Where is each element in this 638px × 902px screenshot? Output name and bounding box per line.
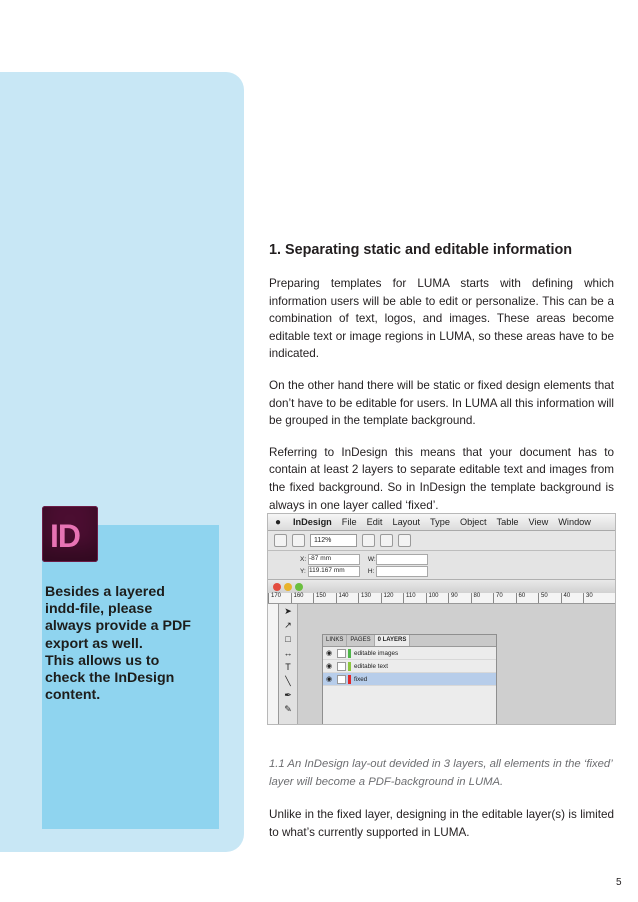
indesign-screenshot (267, 513, 616, 725)
pencil-tool-icon[interactable]: ✎ (284, 704, 292, 714)
paragraph-2: On the other hand there will be static or fixed design elements that don’t have to be editable for users. In LUMA all this information will be grouped in the template background. (269, 378, 614, 428)
layer-row[interactable] (323, 647, 496, 660)
closing-paragraph: Unlike in the fixed layer, designing in the editable layer(s) is limited to what’s currently supported in LUMA. (269, 807, 614, 839)
apple-icon: ● (274, 516, 282, 528)
gap-tool-icon[interactable]: ↔ (283, 648, 293, 658)
vertical-ruler (268, 604, 279, 724)
tab-layers[interactable]: 0 LAYERS (375, 635, 411, 646)
y-coordinate (300, 566, 428, 577)
w-label: W: (367, 556, 376, 564)
view-options-button[interactable] (362, 534, 375, 547)
pen-tool-icon[interactable]: ✒ (284, 690, 292, 700)
menu-type[interactable]: Type (430, 517, 450, 527)
page-tool-icon[interactable]: □ (285, 634, 291, 644)
bridge-button[interactable] (274, 534, 287, 547)
y-field[interactable]: 119.167 mm (308, 566, 360, 577)
w-field[interactable] (376, 554, 428, 565)
x-field[interactable]: -87 mm (308, 554, 360, 565)
lock-toggle[interactable] (337, 662, 346, 671)
horizontal-ruler (268, 593, 615, 604)
ruler-tick: 30 (583, 593, 606, 603)
direct-selection-tool-icon[interactable]: ↗ (284, 620, 292, 630)
h-field[interactable] (376, 566, 428, 577)
layer-name: editable text (354, 662, 388, 670)
zoom-icon[interactable] (295, 583, 303, 591)
layer-row[interactable] (323, 660, 496, 673)
selection-tool-icon[interactable]: ➤ (284, 606, 292, 616)
section-title: 1. Separating static and editable information (269, 242, 573, 258)
minimize-icon[interactable] (284, 583, 292, 591)
paragraph-3: Referring to InDesign this means that your document has to contain at least 2 layers to separate editable text and images from the fixed background. So in InDesign the template background is always in one layer called ‘fixed’. (269, 445, 614, 512)
control-panel (268, 551, 615, 580)
ruler-tick: 140 (336, 593, 359, 603)
x-label: X: (300, 556, 307, 564)
menu-edit[interactable]: Edit (366, 517, 383, 527)
layer-name: fixed (354, 675, 368, 683)
paragraph-1: Preparing templates for LUMA starts with defining which information users will be able to edit or personalize. This can be a combination of text, logos, and images. These areas become editable text or image regions in LUMA, so these areas have to be indicated. (269, 277, 614, 361)
layer-name: editable images (354, 649, 399, 657)
ruler-tick: 160 (291, 593, 314, 603)
x-coordinate (300, 554, 428, 565)
tab-links[interactable]: LINKS (323, 635, 347, 646)
screen-mode-button[interactable] (380, 534, 393, 547)
ruler-tick: 120 (381, 593, 404, 603)
layer-color-swatch (348, 662, 351, 671)
layers-panel (322, 634, 497, 725)
ruler-tick: 100 (426, 593, 449, 603)
eye-icon[interactable]: ◉ (325, 676, 333, 683)
minibridge-button[interactable] (292, 534, 305, 547)
indesign-icon (42, 506, 98, 562)
app-bar (268, 531, 615, 551)
menu-bar (268, 514, 615, 531)
tip-text: Besides a layered indd-file, please always provide a PDF export as well. This allows us to check the InDesign content. (45, 584, 191, 704)
menu-object[interactable]: Object (459, 517, 487, 527)
ruler-tick: 80 (471, 593, 494, 603)
layer-color-swatch (348, 649, 351, 658)
tools-panel (279, 604, 298, 724)
panel-tabs (323, 635, 496, 647)
ruler-tick: 130 (358, 593, 381, 603)
eye-icon[interactable]: ◉ (325, 650, 333, 657)
ruler-tick: 90 (448, 593, 471, 603)
eye-icon[interactable]: ◉ (325, 663, 333, 670)
menu-indesign[interactable]: InDesign (293, 517, 332, 527)
line-tool-icon[interactable]: ╲ (285, 676, 291, 686)
lock-toggle[interactable] (337, 675, 346, 684)
ruler-tick: 40 (561, 593, 584, 603)
indesign-icon-label: ID (50, 518, 80, 554)
menu-file[interactable]: File (341, 517, 357, 527)
y-label: Y: (300, 568, 306, 576)
page-number: 5 (616, 877, 622, 888)
menu-layout[interactable]: Layout (392, 517, 421, 527)
ruler-tick: 60 (516, 593, 539, 603)
menu-view[interactable]: View (528, 517, 549, 527)
arrange-documents-button[interactable] (398, 534, 411, 547)
zoom-field[interactable]: 112% (310, 534, 357, 547)
tab-pages[interactable]: PAGES (347, 635, 374, 646)
menu-table[interactable]: Table (496, 517, 519, 527)
ruler-tick: 110 (403, 593, 426, 603)
lock-toggle[interactable] (337, 649, 346, 658)
h-label: H: (367, 568, 375, 576)
ruler-tick: 70 (493, 593, 516, 603)
layer-row-selected[interactable] (323, 673, 496, 686)
ruler-tick: 150 (313, 593, 336, 603)
ruler-tick: 170 (268, 593, 291, 603)
figure-caption: 1.1 An InDesign lay-out devided in 3 layers, all elements in the ‘fixed’ layer will become a PDF-background in LUMA. (269, 758, 613, 788)
type-tool-icon[interactable]: T (285, 662, 291, 672)
close-icon[interactable] (273, 583, 281, 591)
menu-window[interactable]: Window (558, 517, 591, 527)
ruler-tick: 50 (538, 593, 561, 603)
layer-color-swatch (348, 675, 351, 684)
